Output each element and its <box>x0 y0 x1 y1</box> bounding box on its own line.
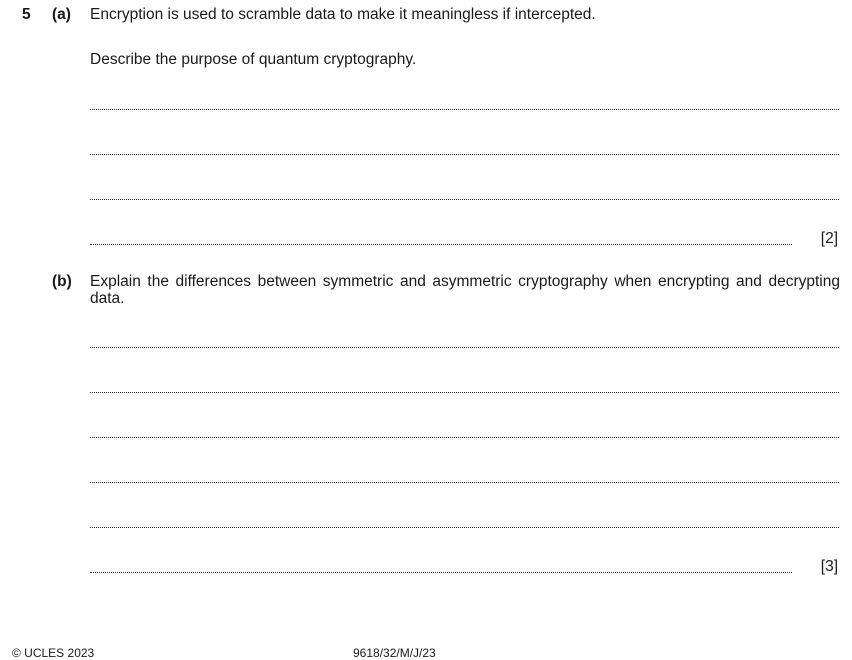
answer-line[interactable] <box>90 527 839 528</box>
answer-line[interactable] <box>90 482 839 483</box>
question-number: 5 <box>22 6 31 23</box>
answer-line[interactable] <box>90 392 839 393</box>
part-b-marks: [3] <box>820 558 838 575</box>
footer-copyright: © UCLES 2023 <box>12 646 95 660</box>
footer-paper-code: 9618/32/M/J/23 <box>353 646 436 660</box>
part-b-label: (b) <box>52 273 72 290</box>
part-b-statement: Explain the differences between symmetric and asymmetric cryptography when encrypting and decrypting data. <box>90 273 840 307</box>
part-a-label: (a) <box>52 6 71 23</box>
part-a-prompt: Describe the purpose of quantum cryptography. <box>90 51 417 68</box>
answer-line[interactable] <box>90 437 839 438</box>
answer-line[interactable] <box>90 244 792 245</box>
part-a-marks: [2] <box>820 230 838 247</box>
answer-line[interactable] <box>90 572 792 573</box>
answer-line[interactable] <box>90 109 839 110</box>
answer-line[interactable] <box>90 347 839 348</box>
answer-line[interactable] <box>90 199 839 200</box>
part-a-statement: Encryption is used to scramble data to make it meaningless if intercepted. <box>90 6 596 23</box>
answer-line[interactable] <box>90 154 839 155</box>
